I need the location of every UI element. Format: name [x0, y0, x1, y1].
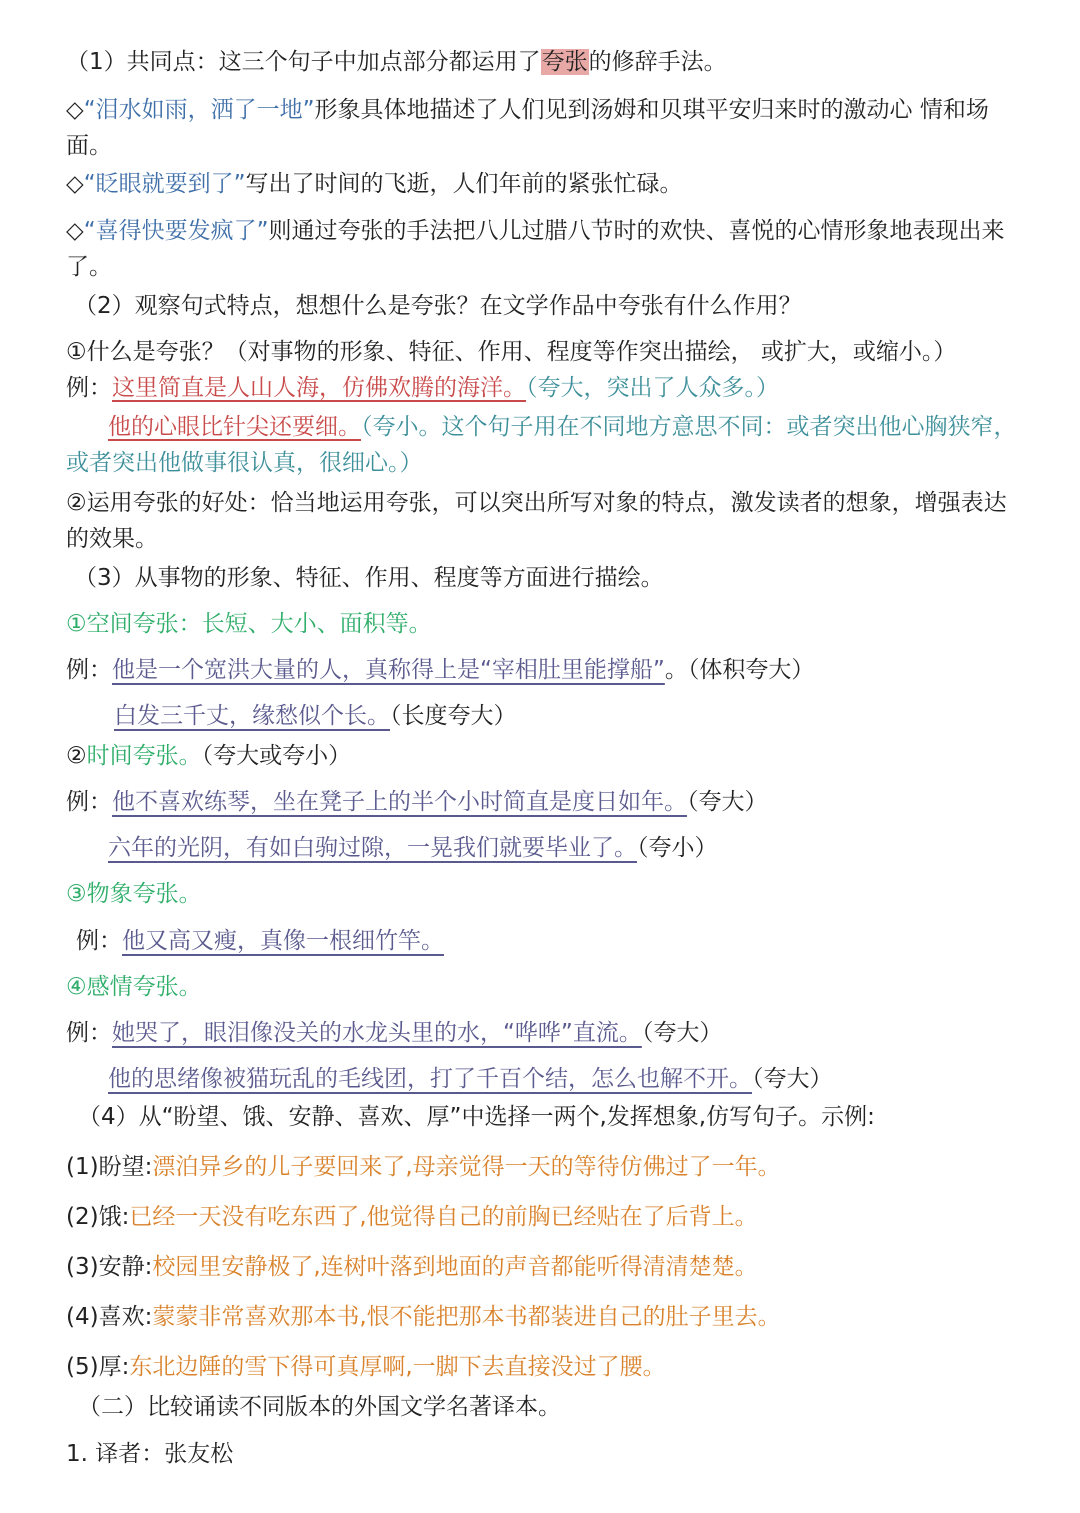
sample-text: 东北边陲的雪下得可真厚啊,一脚下去直接没过了腰。 [129, 1354, 666, 1380]
summary-end: 的修辞手法。 [588, 49, 727, 75]
diamond-icon: ◇ [66, 97, 84, 123]
diamond-icon: ◇ [66, 171, 84, 197]
example-note: 。（体积夸大） [664, 657, 815, 683]
emotion-example-2 [108, 1061, 1020, 1097]
sample-item [66, 1149, 1020, 1185]
example-label: 例： [66, 789, 112, 815]
sample-label: (2)饿: [66, 1204, 130, 1230]
emotion-example-1 [66, 1015, 1020, 1051]
benefit: ②运用夸张的好处：恰当地运用夸张，可以突出所写对象的特点，激发读者的想象，增强表达的效果。 [66, 490, 1007, 552]
example-note: （夸大） [641, 1020, 723, 1046]
example-note: （夸小） [637, 835, 718, 861]
sample-text: 校园里安静极了,连树叶落到地面的声音都能听得清清楚楚。 [152, 1254, 758, 1280]
example-sentence: 他不喜欢练琴，坐在凳子上的半个小时简直是度日如年。 [112, 789, 687, 815]
section-2-title: （2）观察句式特点，想想什么是夸张？在文学作品中夸张有什么作用？ [74, 293, 802, 319]
sample-label: (1)盼望: [66, 1154, 153, 1180]
example-sentence: 白发三千丈，缘愁似个长。 [114, 703, 390, 729]
explanation: 写出了时间的飞逝，人们年前的紧张忙碌。 [245, 171, 683, 197]
emotion-heading: ④感情夸张。 [66, 974, 202, 1000]
bullet-joy [66, 213, 1020, 285]
example-label: 例： [66, 1020, 112, 1046]
translator-line: 1. 译者：张友松 [66, 1441, 234, 1467]
example-note: （夸大） [687, 789, 768, 815]
time-heading [66, 738, 1020, 774]
explanation: 则通过夸张的手法把八儿过腊八节时的欢快、喜悦的心情形象地表现出来了。 [66, 218, 1005, 280]
bullet-blink [66, 166, 1020, 202]
example-2 [66, 409, 1020, 481]
section-3-title: （3）从事物的形象、特征、作用、程度等方面进行描绘。 [74, 565, 664, 591]
space-example-1 [66, 652, 1020, 688]
section-4-title: （4）从“盼望、饿、安静、喜欢、厚”中选择一两个,发挥想象,仿写句子。示例: [78, 1104, 875, 1130]
example-sentence: 他又高又瘦，真像一根细竹竿。 [122, 928, 444, 954]
definition: ①什么是夸张？（对事物的形象、特征、作用、程度等作突出描绘， 或扩大，或缩小。） [66, 339, 957, 365]
quote: “眨眼就要到了” [83, 171, 246, 197]
example-sentence: 他是一个宽洪大量的人，真称得上是“宰相肚里能撑船” [112, 657, 665, 683]
sample-item [66, 1299, 1020, 1335]
sample-item [66, 1349, 1020, 1385]
heading-text: 时间夸张。 [86, 743, 202, 769]
example-sentence: 她哭了，眼泪像没关的水龙头里的水，“哗哗”直流。 [112, 1020, 642, 1046]
time-example-2 [108, 830, 1020, 866]
highlight-term: 夸张 [541, 49, 588, 75]
sample-label: (4)喜欢: [66, 1304, 153, 1330]
bullet-tears [66, 92, 1020, 164]
explanation: 形象具体地描述了人们见到汤姆和贝琪平安归来时的激动心 情和场面。 [66, 97, 989, 159]
time-example-1 [66, 784, 1020, 820]
example-note: （夸大，突出了人众多。） [526, 375, 779, 401]
object-heading: ③物象夸张。 [66, 881, 202, 907]
space-example-2 [114, 698, 1020, 734]
sample-text: 已经一天没有吃东西了,他觉得自己的前胸已经贴在了后背上。 [129, 1204, 758, 1230]
example-note: （夸大） [752, 1066, 833, 1092]
sample-label: (5)厚: [66, 1354, 130, 1380]
object-example [76, 923, 1020, 959]
sample-label: (3)安静: [66, 1254, 153, 1280]
quote: “泪水如雨，洒了一地” [83, 97, 315, 123]
sample-text: 蒙蒙非常喜欢那本书,恨不能把那本书都装进自己的肚子里去。 [152, 1304, 781, 1330]
example-label: 例： [76, 928, 122, 954]
example-sentence: 他的思绪像被猫玩乱的毛线团，打了千百个结，怎么也解不开。 [108, 1066, 752, 1092]
number: ② [66, 743, 87, 769]
sample-item [66, 1199, 1020, 1235]
example-note: （夸小。这个句子用在不同地方意思不同：或者突出他心胸狭窄，或者突出他做事很认真，很细心。） [66, 414, 1017, 476]
example-label: 例： [66, 375, 112, 401]
example-label: 例： [66, 657, 112, 683]
example-sentence: 六年的光阴，有如白驹过隙，一晃我们就要毕业了。 [108, 835, 637, 861]
space-heading: ①空间夸张：长短、大小、面积等。 [66, 611, 432, 637]
summary-text: （1）共同点：这三个句子中加点部分都运用了 [66, 49, 541, 75]
diamond-icon: ◇ [66, 218, 84, 244]
example-1 [66, 370, 1020, 406]
summary-common-point [66, 44, 1020, 80]
section-5-title: （二）比较诵读不同版本的外国文学名著译本。 [78, 1394, 561, 1420]
example-note: （长度夸大） [390, 703, 517, 729]
heading-note: （夸大或夸小） [201, 743, 352, 769]
quote: “喜得快要发疯了” [83, 218, 269, 244]
sample-item [66, 1249, 1020, 1285]
example-sentence: 他的心眼比针尖还要细。 [108, 414, 361, 440]
sample-text: 漂泊异乡的儿子要回来了,母亲觉得一天的等待仿佛过了一年。 [152, 1154, 781, 1180]
example-sentence: 这里简直是人山人海，仿佛欢腾的海洋。 [112, 375, 526, 401]
